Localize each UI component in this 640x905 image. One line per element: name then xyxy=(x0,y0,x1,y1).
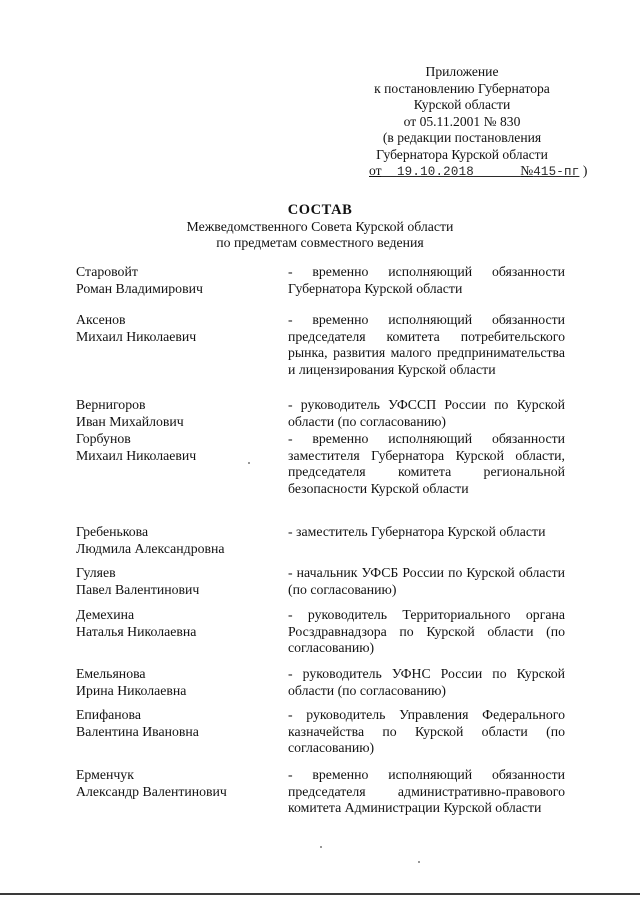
date-prefix: от xyxy=(369,163,382,178)
member-given-names: Александр Валентинович xyxy=(76,783,227,799)
annex-governor-line: Губернатора Курской области xyxy=(376,146,548,162)
member-surname: Гуляев xyxy=(76,565,116,580)
member-name xyxy=(76,397,276,430)
member-surname: Гребенькова xyxy=(76,524,149,539)
member-surname: Вернигоров xyxy=(76,397,146,412)
member-surname: Емельянова xyxy=(76,666,146,681)
subtitle-line-2: по предметам совместного ведения xyxy=(216,235,424,250)
member-given-names: Михаил Николаевич xyxy=(76,447,197,463)
document-title: СОСТАВ xyxy=(287,202,353,218)
scan-speck xyxy=(248,462,250,464)
scan-speck xyxy=(418,861,420,863)
member-name xyxy=(76,565,276,598)
member-given-names: Людмила Александровна xyxy=(76,540,225,556)
member-position: - заместитель Губернатора Курской области xyxy=(288,524,546,539)
member-given-names: Валентина Ивановна xyxy=(76,723,199,739)
annex-decree-line: к постановлению Губернатора xyxy=(374,80,550,96)
member-name xyxy=(76,264,276,297)
member-surname: Горбунов xyxy=(76,431,131,446)
member-given-names: Иван Михайлович xyxy=(76,413,184,429)
closing-paren: ) xyxy=(582,163,588,178)
member-surname: Аксенов xyxy=(76,312,126,327)
member-surname: Старовойт xyxy=(76,264,138,279)
revision-number-value: 415-пг xyxy=(533,165,580,179)
member-position: - временно исполняющий обязанности Губернатора Курской области xyxy=(288,264,565,296)
annex-title: Приложение xyxy=(425,64,499,79)
member-position: - временно исполняющий обязанности председателя административно-правового комитета Администрации Курской области xyxy=(288,767,565,815)
member-surname: Ерменчук xyxy=(76,767,134,782)
member-given-names: Роман Владимирович xyxy=(76,280,203,296)
page-bottom-edge xyxy=(0,893,640,895)
annex-original-date: от 05.11.2001 № 830 xyxy=(403,113,521,129)
member-position: - руководитель УФССП России по Курской области (по согласованию) xyxy=(288,397,565,429)
member-position: - руководитель УФНС России по Курской области (по согласованию) xyxy=(288,666,565,698)
member-name xyxy=(76,431,276,464)
member-name xyxy=(76,707,276,740)
annex-revision-line: (в редакции постановления xyxy=(382,130,542,145)
revision-date-value: 19.10.2018 xyxy=(396,165,474,179)
member-given-names: Павел Валентинович xyxy=(76,581,200,597)
member-surname: Демехина xyxy=(76,607,135,622)
scan-speck xyxy=(320,846,322,848)
member-position: - руководитель Территориального органа Росздравнадзора по Курской области (по согласованию) xyxy=(288,607,565,655)
member-given-names: Михаил Николаевич xyxy=(76,328,197,344)
member-position: - руководитель Управления Федерального казначейства по Курской области (по согласованию) xyxy=(288,707,565,755)
member-given-names: Наталья Николаевна xyxy=(76,623,197,639)
member-name xyxy=(76,666,276,699)
member-given-names: Ирина Николаевна xyxy=(76,682,187,698)
member-position: - временно исполняющий обязанности председателя комитета потребительского рынка, развития малого предпринимательства и лицензирования Курской области xyxy=(288,312,565,377)
member-name xyxy=(76,767,276,800)
member-position: - временно исполняющий обязанности заместителя Губернатора Курской области, председателя комитета региональной безопасности Курской области xyxy=(288,431,565,496)
number-prefix: № xyxy=(520,163,534,178)
member-name xyxy=(76,607,276,640)
subtitle-line-1: Межведомственного Совета Курской области xyxy=(186,219,454,234)
member-name xyxy=(76,312,276,345)
member-name xyxy=(76,524,276,557)
member-surname: Епифанова xyxy=(76,707,141,722)
member-position: - начальник УФСБ России по Курской области (по согласованию) xyxy=(288,565,565,597)
annex-region-line: Курской области xyxy=(413,97,511,112)
